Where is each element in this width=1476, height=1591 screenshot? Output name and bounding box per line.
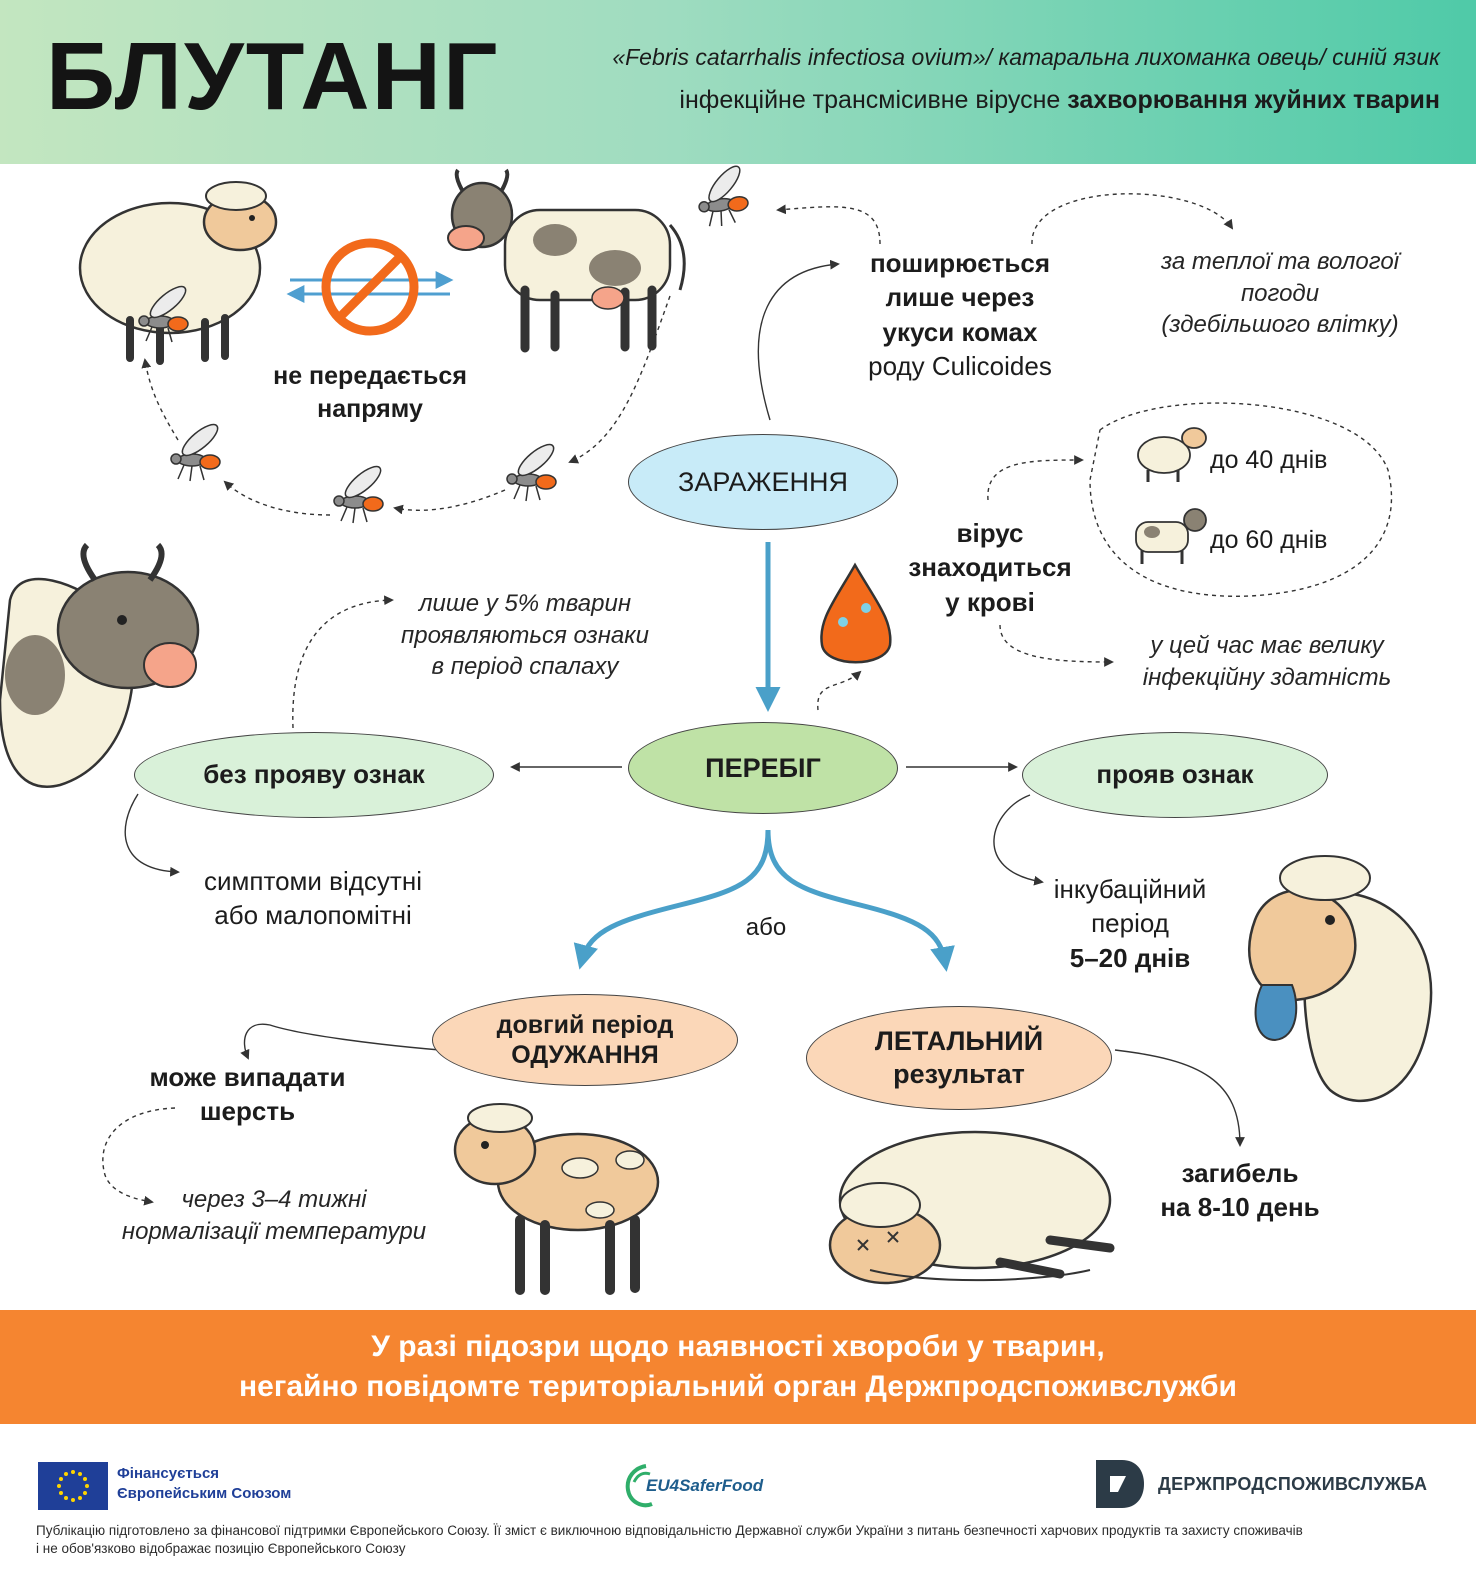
lamb-icon (455, 1104, 658, 1290)
cow-icon (448, 170, 684, 348)
incubation-note (1030, 872, 1230, 975)
no-signs-node: без прояву ознак (134, 732, 494, 818)
dead-sheep-icon (830, 1132, 1110, 1283)
subtitle-bold: захворювання жуйних тварин (1067, 86, 1440, 114)
death-note (1130, 1156, 1350, 1225)
eu-flag-icon (38, 1462, 108, 1510)
recovery-line2: ОДУЖАННЯ (511, 1041, 659, 1069)
or-label: або (745, 914, 787, 941)
eu4saferfood-label: EU4SaferFood (646, 1476, 764, 1495)
outbreak-line3: в період спалаху (431, 653, 619, 681)
latin-names: «Febris catarrhalis infectiosa ovium»/ катаральна лихоманка овець/ синій язик (612, 44, 1440, 70)
weather-note (1120, 246, 1440, 341)
blood-drop-icon (821, 565, 890, 662)
outbreak-line1: лише у 5% тварин (418, 590, 632, 617)
banner-line1: У разі підозри щодо наявності хвороби у тварин, (371, 1329, 1105, 1363)
spread-label (830, 246, 1090, 383)
not-direct-line1: не передається (273, 362, 467, 390)
infectious-line1: у цей час має велику (1150, 632, 1384, 659)
symptoms-line2: або малопомітні (214, 900, 412, 931)
death-line2: на 8-10 день (1160, 1192, 1320, 1223)
sheep-icon (80, 182, 276, 361)
disclaimer-line1: Публікацію підготовлено за фінансової підтримки Європейського Союзу. Її зміст є виключною відповідальністю Державної служби України з питань безпечності харчових продуктів та захисту споживачів (36, 1523, 1303, 1538)
lethal-line1: ЛЕТАЛЬНИЙ (874, 1026, 1044, 1057)
lethal-line2: результат (893, 1059, 1025, 1089)
not-direct-label (240, 360, 500, 426)
recovery-line1: довгий період (496, 1010, 674, 1039)
incubation-line2: період (1091, 908, 1169, 939)
eu-line2: Європейським Союзом (117, 1485, 292, 1503)
sheep-days-label: до 40 днів (1210, 446, 1328, 474)
midge-icon (507, 440, 558, 501)
infectious-note (1112, 630, 1422, 693)
weather-line2: погоди (1240, 279, 1320, 307)
subtitle-regular: інфекційне трансмісивне вірусне (679, 86, 1068, 114)
incubation-line1: інкубаційний (1053, 874, 1207, 904)
cow-icon (1136, 509, 1206, 564)
temp-line1: через 3–4 тижні (181, 1186, 367, 1213)
banner-line2: негайно повідомте територіальний орган Держпродспоживслужби (239, 1370, 1237, 1403)
recovery-node (432, 994, 738, 1086)
eu-line1: Фінансується (117, 1465, 220, 1482)
temp-line2: нормалізації температури (121, 1217, 427, 1245)
virus-line2: знаходиться (908, 552, 1072, 583)
weather-line1: за теплої та вологої (1160, 248, 1400, 275)
midge-icon (171, 420, 222, 481)
sheep-icon (1138, 428, 1206, 482)
virus-line3: у крові (945, 586, 1035, 617)
agency-name: ДЕРЖПРОДСПОЖИВСЛУЖБА (1158, 1474, 1428, 1494)
spread-line2: лише через (885, 282, 1035, 313)
virus-line1: вірус (956, 518, 1024, 548)
weather-line3: (здебільшого влітку) (1161, 311, 1399, 339)
outbreak-note (370, 588, 680, 683)
spread-line4: роду Culicoides (868, 350, 1052, 381)
report-banner (0, 1310, 1476, 1424)
midge-icon (692, 160, 753, 229)
temperature-note (94, 1184, 454, 1247)
outbreak-line2: проявляються ознаки (401, 621, 649, 649)
wool-line1: може випадати (149, 1062, 346, 1092)
agency-logo-icon (1096, 1460, 1144, 1508)
midge-icon (334, 462, 385, 523)
lethal-node (806, 1006, 1112, 1110)
virus-in-blood-label (890, 516, 1090, 619)
disclaimer (36, 1522, 1446, 1557)
prohibition-icon (290, 243, 450, 331)
cow-days-label: до 60 днів (1210, 526, 1328, 554)
eu-funding-label (117, 1464, 291, 1505)
infectious-line2: інфекційну здатність (1142, 663, 1392, 691)
incubation-line3: 5–20 днів (1069, 942, 1191, 973)
signs-node: прояв ознак (1022, 732, 1328, 818)
wool-line2: шерсть (199, 1096, 296, 1127)
disclaimer-line2: і не обов'язково відображає позицію Європейського Союзу (36, 1540, 406, 1556)
page-title: БЛУТАНГ (46, 23, 500, 130)
spread-line3: укуси комах (882, 316, 1038, 347)
footer (0, 1424, 1476, 1591)
death-line1: загибель (1181, 1158, 1299, 1188)
spread-line1: поширюється (869, 248, 1051, 278)
sheep-head-icon (1249, 856, 1431, 1101)
wool-note (130, 1060, 365, 1129)
course-node: ПЕРЕБІГ (628, 722, 898, 814)
not-direct-line2: напряму (317, 395, 423, 423)
symptoms-note (178, 864, 448, 933)
infection-node: ЗАРАЖЕННЯ (628, 434, 898, 530)
symptoms-line1: симптоми відсутні (204, 866, 422, 896)
